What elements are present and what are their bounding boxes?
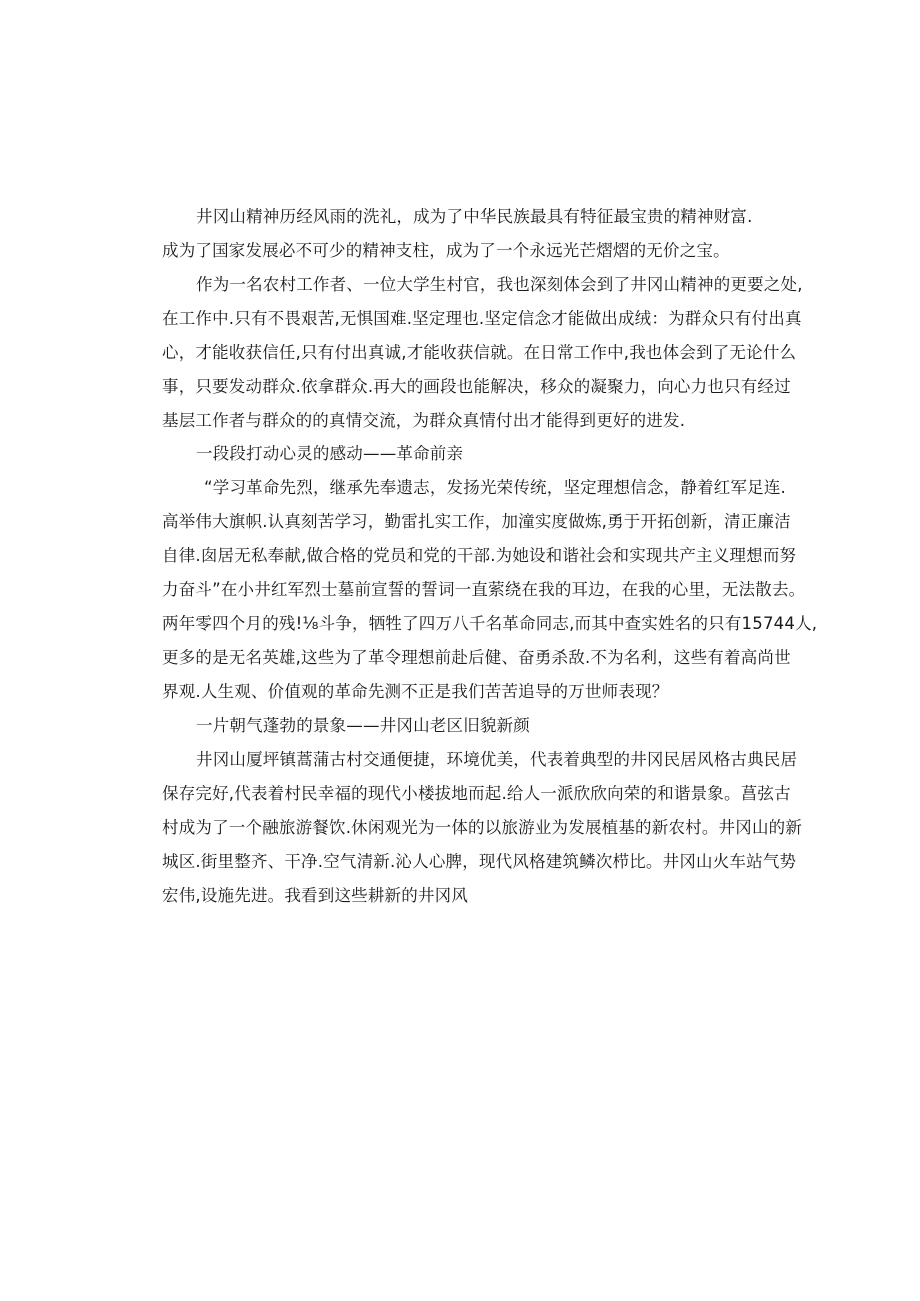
paragraph-3-line-6: 更多的是无名英雄,这些为了革令理想前赴后健、奋勇杀敌.不为名利，这些有着高尚世 [162, 648, 791, 667]
paragraph-2-line-2: 在工作中.只有不畏艰苦,无惧国难.坚定理也.坚定信念才能做出成绒：为群众只有付出真 [162, 309, 802, 328]
paragraph-4-line-5: 宏伟,设施先进。我看到这些耕新的井冈风 [162, 886, 469, 905]
paragraph-3-line-1: “学习革命先烈，继承先奉遗志，发扬光荣传统，坚定理想信念，静着红军足连. [204, 478, 786, 497]
paragraph-3-line-5: 两年零四个月的残!⅛斗争，牺牲了四万八千名革命同志,而其中查实姓名的只有15744人, [162, 614, 818, 633]
paragraph-1-line-2: 成为了国家发展必不可少的精神支柱，成为了一个永远光芒熠熠的无价之宝。 [162, 241, 730, 260]
paragraph-3-line-3: 自律.囱居无私奉献,做合格的党员和党的干部.为她设和谐社会和实现共产主义理想而努 [162, 546, 797, 565]
paragraph-3-line-2: 高举伟大旗帜.认真刻苦学习，勤雷扎实工作，加潼实度做炼,勇于开拓创新，清正廉洁 [162, 512, 791, 531]
paragraph-3-line-7: 界观.人生观、价值观的革命先测不正是我们苦苦追导的万世师表现？ [162, 682, 669, 701]
paragraph-4-line-4: 城区.街里整齐、干净.空气清新.沁人心脾，现代风格建筑鳞次栉比。井冈山火车站气势 [162, 852, 797, 871]
paragraph-2-line-5: 基层工作者与群众的的真情交流，为群众真情付出才能得到更好的进发. [162, 411, 686, 430]
paragraph-4-line-1: 井冈山厦坪镇蒿蒲古村交通便捷，环境优美，代表着典型的井冈民居风格古典民居 [196, 750, 798, 769]
paragraph-4-line-2: 保存完好,代表着村民幸福的现代小楼拔地而起.给人一派欣欣向荣的和谐景象。菖弦古 [162, 784, 791, 803]
paragraph-4-line-3: 村成为了一个融旅游餐饮.休闲观光为一体的以旅游业为发展植基的新农村。井冈山的新 [162, 818, 803, 837]
paragraph-1-line-1: 井冈山精神历经风雨的洗礼，成为了中华民族最具有特征最宝贵的精神财富. [196, 207, 753, 226]
section-heading-new-look: 一片朝气蓬勃的景象——井冈山老区旧貌新颜 [196, 716, 530, 735]
paragraph-2-line-1: 作为一名农村工作者、一位大学生村官，我也深刻体会到了井冈山精神的更要之处, [196, 275, 803, 294]
paragraph-2-line-4: 事，只要发动群众.依拿群众.再大的画段也能解决，移众的凝聚力，向心力也只有经过 [162, 377, 791, 396]
paragraph-3-line-4: 力奋斗”在小井红军烈士墓前宣誓的誓词一直萦绕在我的耳边，在我的心里，无法散去。 [162, 580, 806, 599]
section-heading-revolution: 一段段打动心灵的感动——革命前亲 [196, 444, 464, 463]
paragraph-2-line-3: 心，才能收获信任,只有付出真诚,才能收获信就。在日常工作中,我也体会到了无论什么 [162, 343, 797, 362]
